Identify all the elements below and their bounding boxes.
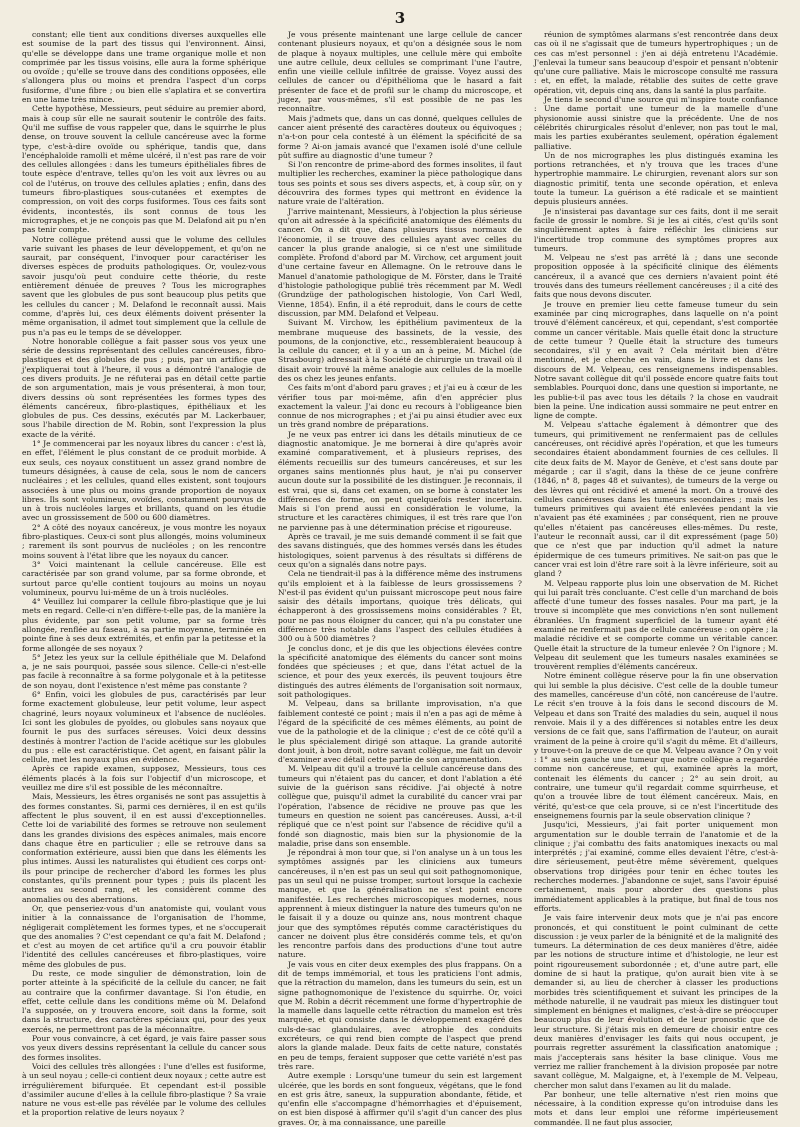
paragraph: Suivant M. Virchow, les épithélium pavimenteux de la membrane muqueuse des bassinets, de la vessie, des poumons, de la conjonctive, etc., ressembleraient beaucoup à la cellule du cancer, et il y a un an à peine, M. Michel (de Strasbourg) adressait à la Société de chirurgie un travail où il disait avoir trouvé la même analogie aux cellules de la moelle des os chez les jeunes enfants. bbox=[278, 318, 522, 383]
column-right bbox=[534, 30, 778, 1127]
paragraph: Je conclus donc, et je dis que les objections élevées contre la spécificité anatomique des éléments du cancer sont moins fondées que spécieuses ; et que, dans l'état actuel de la science, et pour des yeux exercés, ils peuvent toujours être distingués des autres éléments de l'organisation soit normaux, soit pathologiques. bbox=[278, 643, 522, 700]
paragraph: Voici des cellules très allongées : l'une d'elles est fusiforme, à un seul noyau ; celle-ci contient deux noyaux ; cette autre est irrégulièrement bifurquée. Et cependant est-il possible d'assimiler aucune d'elles à la cellule fibro-plastique ? Sa vraie nature ne vous est-elle pas révélée par le volume des cellules et la proportion relative de leurs noyaux ? bbox=[22, 1061, 266, 1118]
paragraph: Je vais faire intervenir deux mots que je n'ai pas encore prononcés, et qui constituent le point culminant de cette discussion : je veux parler de la bénignité et de la malignité des tumeurs. La détermination de ces deux manières d'être, aidée par les notions de structure intime et d'histologie, ne leur est point rigoureusement subordonnée ; et, d'une autre part, elle domine de si haut la pratique, qu'on aurait bien vite à se demander si, au lieu de chercher à classer les productions morbides très scientifiquement et suivant les principes de la méthode naturelle, il ne vaudrait pas mieux les distinguer tout simplement en bénignes et malignes, c'est-à-dire se préoccuper beaucoup plus de leur évolution et de leur pronostic que de leur structure. Si j'étais mis en demeure de choisir entre ces deux manières d'envisager les faits qui nous occupent, je pourrais regretter assurément la classification anatomique ; mais j'accepterais sans hésiter la base clinique. Vous me verriez me rallier franchement à la division proposée par notre savant collègue, M. Malgaigne, et, à l'exemple de M. Velpeau, chercher mon salut dans l'examen au lit du malade. bbox=[534, 913, 778, 1090]
paragraph: Je ne veux pas entrer ici dans les détails minutieux de ce diagnostic anatomique. Je me bornerai à dire qu'après avoir examiné comparativement, et à plusieurs reprises, des éléments recueillis sur des tumeurs cancéreuses, et sur les organes sains mentionnés plus haut, je n'ai pu conserver aucun doute sur la possibilité de les distinguer. Je reconnais, il est vrai, que si, dans cet examen, on se borne à constater les différences de forme, on peut quelquefois rester incertain. Mais si l'on prend aussi en considération le volume, la structure et les caractères chimiques, il est très rare que l'on ne parvienne pas à une détermination précise et rigoureuse. bbox=[278, 429, 522, 532]
paragraph: Pour vous convaincre, à cet égard, je vais faire passer sous vos yeux divers dessins représentant la cellule du cancer sous des formes insolites. bbox=[22, 1034, 266, 1062]
paragraph: M. Velpeau s'attache également à démontrer que des tumeurs, qui primitivement ne renfermaient pas de cellules cancéreuses, ont récidivé après l'opération, et que les tumeurs secondaires étaient abondamment fournies de ces cellules. Il cite deux faits de M. Mayor de Genève, et c'est sans doute par mégarde ; car il s'agit, dans la thèse de ce jeune confrère (1846, n° 8, pages 48 et suivantes), de tumeurs de la verge ou des lèvres qui ont récidivé et amené la mort. On a trouvé des cellules cancéreuses dans les tumeurs secondaires ; mais les tumeurs primitives qui avaient été enlevées pendant la vie n'avaient pas été examinées ; par conséquent, rien ne prouve qu'elles n'étaient pas cancéreuses elles-mêmes. Du reste, l'auteur le reconnaît aussi, car il dit expressément (page 50) que ce n'est que par induction qu'il admet la nature épidermique de ces tumeurs primitives. Ne sait-on pas que le cancer vrai est loin d'être rare soit à la lèvre inférieure, soit au gland ? bbox=[534, 420, 778, 579]
paragraph: Autre exemple : Lorsqu'une tumeur du sein est largement ulcérée, que les bords en sont fongueux, végétans, que le fond en est gris âtre, saneux, la suppuration abondante, fétide, et qu'enfin elle s'accompagne d'hémorrhagies et d'épuisement, on est bien disposé à affirmer qu'il s'agit d'un cancer des plus graves. Or, à ma connaissance, une pareille bbox=[278, 1071, 522, 1127]
paragraph: constant; elle tient aux conditions diverses auxquelles elle est soumise de la part des tissus qui l'environnent. Ainsi, qu'elle se développe dans une trame organique molle et non comprimée par les tissus voisins, elle aura la forme sphérique ou ovoïde ; qu'elle se trouve dans des conditions opposées, elle s'allongera plus ou moins et prendra l'aspect d'un corps fusiforme, d'une fibre ; ou bien elle s'aplatira et se convertira en une lame très mince. bbox=[22, 30, 266, 105]
paragraph: Je vais vous en citer deux exemples des plus frappans. On a dit de temps immémorial, et tous les praticiens l'ont admis, que la rétraction du mamelon, dans les tumeurs du sein, est un signe pathognomonique de l'existence du squirrhe. Or, voici que M. Robin a décrit récemment une forme d'hypertrophie de la mamelle dans laquelle cette rétraction du mamelon est très marquée, et qui consiste dans le développement exagéré des culs-de-sac glandulaires, avec atrophie des conduits excréteurs, ce qui rend bien compte de l'aspect que prend alors la glande malade. Deux faits de cette nature, constatés en peu de temps, feraient supposer que cette variété n'est pas très rare. bbox=[278, 959, 522, 1071]
paragraph: Je répondrai à mon tour que, si l'on analyse un à un tous les symptômes assignés par les cliniciens aux tumeurs cancéreuses, il n'en est pas un seul qui soit pathognomonique, pas un seul qui ne puisse tromper, surtout lorsque la cachexie manque, et que la généralisation ne s'est point encore manifestée. Les recherches microscopiques modernes, nous apprennent à mieux distinguer la nature des tumeurs qu'on ne le faisait il y a douze ou quinze ans, nous montrent chaque jour que des symptômes réputés comme caractéristiques du cancer ne doivent plus être considérés comme tels, et qu'on les rencontre parfois dans des productions d'une tout autre nature. bbox=[278, 848, 522, 960]
paragraph: Si l'on rencontre de prime-abord des formes insolites, il faut multiplier les recherches, examiner la pièce pathologique dans tous ses points et sous ses divers aspects, et, à coup sûr, on y découvrira des formes types qui mettront en évidence la nature vraie de l'altération. bbox=[278, 160, 522, 207]
paragraph: Notre éminent collègue réserve pour la fin une observation qui lui semble la plus décisive. C'est celle de la double tumeur des mamelles, cancéreuse d'un côté, non cancéreuse de l'autre. Le récit s'en trouve à la fois dans le second discours de M. Velpeau et dans son Traité des maladies du sein, auquel il nous renvoie. Mais il y a des différences si notables entre les deux versions de ce fait que, sans l'affirmation de l'auteur, on aurait vraiment de la peine à croire qu'il s'agit du même. Et d'ailleurs, y trouve-t-on la preuve de ce que M. Velpeau avance ? On y voit : 1° au sein gauche une tumeur que notre collègue a regardée comme non cancéreuse, et qui, examinée après la mort, contenait les éléments du cancer ; 2° au sein droit, au contraire, une tumeur qu'il regardait comme squirrheuse, et qu'on a trouvée libre de tout élément cancéreux. Mais, en vérité, qu'est-ce que cela prouve, si ce n'est l'incertitude des enseignemens fournis par la seule observation clinique ? bbox=[534, 671, 778, 820]
paragraph: Notre honorable collègue a fait passer sous vos yeux une série de dessins représentant des cellules cancéreuses, fibro-plastiques et des globules de pus ; puis, par un artifice que j'expliquerai tout à l'heure, il vous a démontré l'analogie de ces divers produits. Je ne réfuterai pas en détail cette partie de son argumentation, mais je vous présenterai, à mon tour, divers dessins où sont représentées les formes types des éléments cancéreux, fibro-plastiques, épithéliaux et les globules de pus. Ces dessins, exécutés par M. Lackerbauer, sous l'habile direction de M. Robin, sont l'expression la plus exacte de la vérité. bbox=[22, 336, 266, 439]
paragraph: Cette hypothèse, Messieurs, peut séduire au premier abord, mais à coup sûr elle ne saurait soutenir le contrôle des faits. Qu'il me suffise de vous rappeler que, dans le squirrhe le plus dense, on trouve souvent la cellule cancéreuse avec la forme type, c'est-à-dire ovoïde ou sphérique, tandis que, dans l'encéphaloïde ramolli et même ulcéré, il n'est pas rare de voir des cellules allongées : dans les tumeurs épithéliales fibres de toute espèce d'entrave, telles qu'on les voit aux lèvres ou au col de l'utérus, on trouve des cellules aplaties ; enfin, dans des tumeurs fibro-plastiques sous-cutanées et exemptes de compression, on voit des corps fusiformes. Tous ces faits sont évidents, incontestés, ils sont connus de tous les micrographes, et je ne conçois pas que M. Delafond ait pu n'en pas tenir compte. bbox=[22, 104, 266, 235]
paragraph: Je vous présente maintenant une large cellule de cancer contenant plusieurs noyaux, et qu'on a désignée sous le nom de plaque à noyaux multiples, une cellule mère qui emboîte une autre cellule, deux cellules se comprimant l'une l'autre, enfin une vieille cellule infiltrée de graisse. Voyez aussi des cellules de cancer ou d'épithélioma que le hasard a fait présenter de face et de profil sur le champ du microscope, et jugez, par vous-mêmes, s'il est possible de ne pas les reconnaître. bbox=[278, 30, 522, 114]
paragraph: J'arrive maintenant, Messieurs, à l'objection la plus sérieuse qu'on ait adressée à la spécificité anatomique des éléments du cancer. On a dit que, dans plusieurs tissus normaux de l'économie, il se trouve des cellules ayant avec celles du cancer la plus grande analogie, si ce n'est une similitude complète. Profond d'abord par M. Virchow, cet argument jouit d'une certaine faveur en Allemagne. On le retrouve dans le Manuel d'anatomie pathologique de M. Förster, dans le Traité d'histologie pathologique publié très récemment par M. Wedl (Grundzüge der pathologischen histologie, Von Carl Wedl, Vienne, 1854). Enfin, il a été reproduit, dans le cours de cette discussion, par MM. Delafond et Velpeau. bbox=[278, 206, 522, 318]
paragraph: Mais, Messieurs, les êtres organisés ne sont pas assujettis à des formes constantes. Si, parmi ces dernières, il en est qu'ils affectent le plus souvent, il en est aussi d'exceptionnelles. Cette loi de variabilité des formes se retrouve non seulement dans les grandes divisions des espèces animales, mais encore dans chaque être en particulier ; elle se retrouve dans sa conformation extérieure, aussi bien que dans les éléments les plus intimes. Aussi les naturalistes qui étudient ces corps ont-ils pour principe de rechercher d'abord les formes les plus constantes, qu'ils prennent pour types ; puis ils placent les autres au second rang, et les considèrent comme des anomalies ou des aberrations. bbox=[22, 792, 266, 904]
paragraph: Je trouve en premier lieu cette fameuse tumeur du sein examinée par cinq micrographes, dans laquelle on n'a point trouvé d'élément cancéreux, et qui, cependant, s'est comportée comme un cancer véritable. Mais quelle était donc la structure de cette tumeur ? Quelle était la structure des tumeurs secondaires, s'il y en avait ? Cela méritait bien d'être mentionné, et je cherche en vain, dans le livre et dans les discours de M. Velpeau, ces renseignemens indispensables. Notre savant collègue dit qu'il possède encore quatre faits tout semblables. Pourquoi donc, dans une question si importante, ne les publie-t-il pas avec tous les détails ? la chose en vaudrait bien la peine. Une indication aussi sommaire ne peut entrer en ligne de compte. bbox=[534, 299, 778, 421]
paragraph: réunion de symptômes alarmans s'est rencontrée dans deux cas où il ne s'agissait que de tumeurs hypertrophiques ; un de ces cas m'est personnel : j'en ai déjà entretenu l'Académie. J'enlevai la tumeur sans beaucoup d'espoir et pensant n'obtenir qu'une cure palliative. Mais le microscope consulté me rassura : et, en effet, la malade, rétablie des suites de cette grave opération, vit, depuis cinq ans, dans la santé la plus parfaite. bbox=[534, 30, 778, 95]
paragraph: Après ce rapide examen, supposez, Messieurs, tous ces éléments placés à la fois sur l'objectif d'un microscope, et veuillez me dire s'il est possible de les méconnaître. bbox=[22, 764, 266, 793]
paragraph: 2° A côté des noyaux cancéreux, je vous montre les noyaux fibro-plastiques. Ceux-ci sont plus allongés, moins volumineux ; rarement ils sont pourvus de nucléoles ; on les rencontre moins souvent à l'état libre que les noyaux du cancer. bbox=[22, 522, 266, 560]
page-number: 3 bbox=[394, 9, 406, 27]
paragraph: 6° Enfin, voici les globules de pus, caractérisés par leur forme exactement globuleuse, leur petit volume, leur aspect chagriné, leurs noyaux volumineux et l'absence de nucléoles. Ici sont les globules de pyoïdes, ou globules sans noyaux que fournit le pus des surfaces séreuses. Voici deux dessins destinés à montrer l'action de l'acide acétique sur les globules du pus : elle est caractéristique. Cet agent, en faisant pâlir la cellule, met les noyaux plus en évidence. bbox=[22, 690, 266, 765]
paragraph: Après ce travail, je me suis demandé comment il se fait que des savans distingués, que des hommes versés dans les études histologiques, soient parvenus à des résultats si différens de ceux qu'on a signalés dans notre pays. bbox=[278, 532, 522, 569]
paragraph: Notre collègue prétend aussi que le volume des cellules varie suivant les phases de leur développement, et qu'on ne saurait, par conséquent, l'invoquer pour caractériser les diverses espèces de produits pathologiques. Or, voulez-vous savoir jusqu'où peut conduire cette théorie, du reste entièrement dénuée de preuves ? Tous les micrographes savent que les globules de pus sont beaucoup plus petits que les cellules du cancer ; M. Delafond le reconnaît aussi. Mais comme, d'après lui, ces deux éléments doivent présenter la même organisation, il admet tout simplement que la cellule de pus n'a pas eu le temps de se développer. bbox=[22, 234, 266, 337]
paragraph: Je n'insisterai pas davantage sur ces faits, dont il me serait facile de grossir le nombre. Si je les ai cités, c'est qu'ils sont singulièrement aptes à faire réfléchir les cliniciens sur l'incertitude trop commune des symptômes propres aux tumeurs. bbox=[534, 206, 778, 253]
paragraph: Mais j'admets que, dans un cas donné, quelques cellules de cancer aient présenté des caractères douteux ou équivoques ; n'a-t-on pour cela contesté à un élément la spécificité de sa forme ? Ai-on jamais avancé que l'examen isolé d'une cellule pût suffire au diagnostic d'une tumeur ? bbox=[278, 113, 522, 160]
paragraph: 1° Je commencerai par les noyaux libres du cancer : c'est là, en effet, l'élément le plus constant de ce produit morbide. A eux seuls, ces noyaux constituent un assez grand nombre de tumeurs désignées, à cause de cela, sous le nom de cancers nucléaires ; et les cellules, quand elles existent, sont toujours associées à une plus ou moins grande proportion de noyaux libres. Ils sont volumineux, ovoïdes, constamment pourvus de un à trois nucléoles larges et brillants, quand on les étudie avec un grossissement de 500 ou 600 diamètres. bbox=[22, 439, 266, 523]
paragraph: Je tiens le second d'une source qui m'inspire toute confiance : Une dame portait une tumeur de la mamelle d'une physionomie aussi sinistre que la précédente. Une de nos célébrités chirurgicales résolut d'enlever, non pas tout le mal, mais les parties exubérantes seulement, opération également palliative. bbox=[534, 95, 778, 151]
column-left bbox=[22, 30, 266, 1118]
paragraph: 5° Jetez les yeux sur la cellule épithéliale que M. Delafond a, je ne sais pourquoi, passée sous silence. Celle-ci n'est-elle pas facile à reconnaître à sa forme polygonale et à la petitesse de son noyau, dont l'existence n'est même pas constante ? bbox=[22, 652, 266, 690]
paragraph: Or, que penseriez-vous d'un anatomiste qui, voulant vous initier à la connaissance de l'organisation de l'homme, négligerait complètement les formes types, et ne s'occuperait que des anomalies ? C'est cependant ce qu'a fait M. Delafond ; et c'est au moyen de cet artifice qu'il a cru pouvoir établir l'identité des cellules cancéreuses et fibro-plastiques, voire même des globules de pus. bbox=[22, 903, 266, 969]
column-middle bbox=[278, 30, 522, 1127]
paragraph: Par bonheur, une telle alternative n'est rien moins que nécessaire, à la condition expresse qu'on introduise dans les mots et dans leur emploi une réforme impérieusement commandée. Il ne faut plus associer, bbox=[534, 1089, 778, 1127]
paragraph: Cela ne tiendrait-il pas à la différence même des instrumens qu'ils emploient et à la faiblesse de leurs grossissemens ? N'est-il pas évident qu'un puissant microscope peut nous faire saisir des détails importans, quoique très délicats, qui échapperont à des grossissemens moins considérables ? Et, pour ne pas nous éloigner du cancer, qui n'a pu constater une différence très notable dans l'aspect des cellules étudiées à 300 ou à 500 diamètres ? bbox=[278, 569, 522, 644]
paragraph: M. Velpeau dit qu'il a trouvé la cellule cancéreuse dans des tumeurs qui n'étaient pas du cancer, et dont l'ablation a été suivie de la guérison sans récidive. J'ai objecté à notre collègue que, puisqu'il admet la curabilité du cancer vrai par l'opération, l'absence de récidive ne prouve pas que les tumeurs en question ne soient pas cancéreuses. Aussi, a-t-il répliqué que ce n'est point sur l'absence de récidive qu'il a fondé son diagnostic, mais bien sur la physionomie de la maladie, prise dans son ensemble. bbox=[278, 764, 522, 848]
paragraph: 3° Voici maintenant la cellule cancéreuse. Elle est caractérisée par son grand volume, par sa forme obronde, et surtout parce qu'elle contient toujours au moins un noyau volumineux, pourvu lui-même de un à trois nucléoles. bbox=[22, 559, 266, 597]
paragraph: M. Velpeau, dans sa brillante improvisation, n'a que faiblement contesté ce point ; mais il n'en a pas agi de même à l'égard de la spécificité de ces mêmes éléments, au point de vue de la pathologie et de la clinique ; c'est de ce côté qu'il a le plus spécialement dirigé son attaque. La grande autorité dont jouit, à bon droit, notre savant collègue, me fait un devoir d'examiner avec détail cette partie de son argumentation. bbox=[278, 699, 522, 765]
paragraph: Jusqu'ici, Messieurs, j'ai fait porter uniquement mon argumentation sur le double terrain de l'anatomie et de la clinique ; j'ai combattu des faits anatomiques inexacts ou mal interprétés ; j'ai examiné, comme elles devaient l'être, c'est-à-dire sérieusement, peut-être même sévèrement, quelques observations trop dirigées pour tenir en échec toutes les recherches modernes. J'abandonne ce sujet, sans l'avoir épuisé certainement, mais pour aborder des questions plus immédiatement applicables à la pratique, but final de tous nos efforts. bbox=[534, 820, 778, 913]
text-columns bbox=[22, 30, 778, 1127]
paragraph: Un de nos micrographes les plus distingués examina les portions retranchées, et n'y trouva que les traces d'une hypertrophie mammaire. Le chirurgien, revenant alors sur son diagnostic primitif, tenta une seconde opération, et enleva toute la tumeur. La guérison a été radicale et se maintient depuis plusieurs années. bbox=[534, 150, 778, 207]
paragraph: M. Velpeau rapporte plus loin une observation de M. Richet qui lui paraît très concluante. C'est celle d'un marchand de bois affecté d'une tumeur des fosses nasales. Pour ma part, je la trouve si incomplète que mes convictions n'en sont nullement ébranlées. Un fragment superficiel de la tumeur ayant été examiné ne renfermait pas de cellule cancéreuse : on opère ; la maladie récidive et se comporte comme un véritable cancer. Quelle était la structure de la tumeur enlevée ? On l'ignore ; M. Velpeau dit seulement que les tumeurs nasales examinées se trouvèrent remplies d'éléments cancéreux. bbox=[534, 578, 778, 672]
paragraph: Du reste, ce mode singulier de démonstration, loin de porter atteinte à la spécificité de la cellule du cancer, ne fait au contraire que la confirmer davantage. Si l'on étudie, en effet, cette cellule dans les conditions même où M. Delafond l'a supposée, on y trouvera encore, soit dans la forme, soit dans la structure, des caractères spéciaux qui, pour des yeux exercés, ne permettront pas de la méconnaître. bbox=[22, 968, 266, 1034]
paragraph: M. Velpeau ne s'est pas arrêté là ; dans une seconde proposition opposée à la spécificité clinique des éléments cancéreux, il a avancé que ces derniers n'avaient point été trouvés dans des tumeurs réellement cancéreuses ; il a cité des faits que nous devons discuter. bbox=[534, 253, 778, 300]
paragraph: Ces faits m'ont d'abord paru graves ; et j'ai eu à cœur de les vérifier tous par moi-même, afin d'en apprécier plus exactement la valeur. J'ai donc eu recours à l'obligeance bien connue de nos micrographes ; et j'ai pu ainsi étudier avec eux un très grand nombre de préparations. bbox=[278, 383, 522, 430]
paragraph: 4° Veuillez lui comparer la cellule fibro-plastique que je lui mets en regard. Celle-ci n'en diffère-t-elle pas, de la manière la plus évidente, par son petit volume, par sa forme très allongée, renflée au faseau, à sa partie moyenne, terminée en pointe fine à ses deux extrémités, et enfin par la petitesse et la forme allongée de ses noyaux ? bbox=[22, 597, 266, 653]
